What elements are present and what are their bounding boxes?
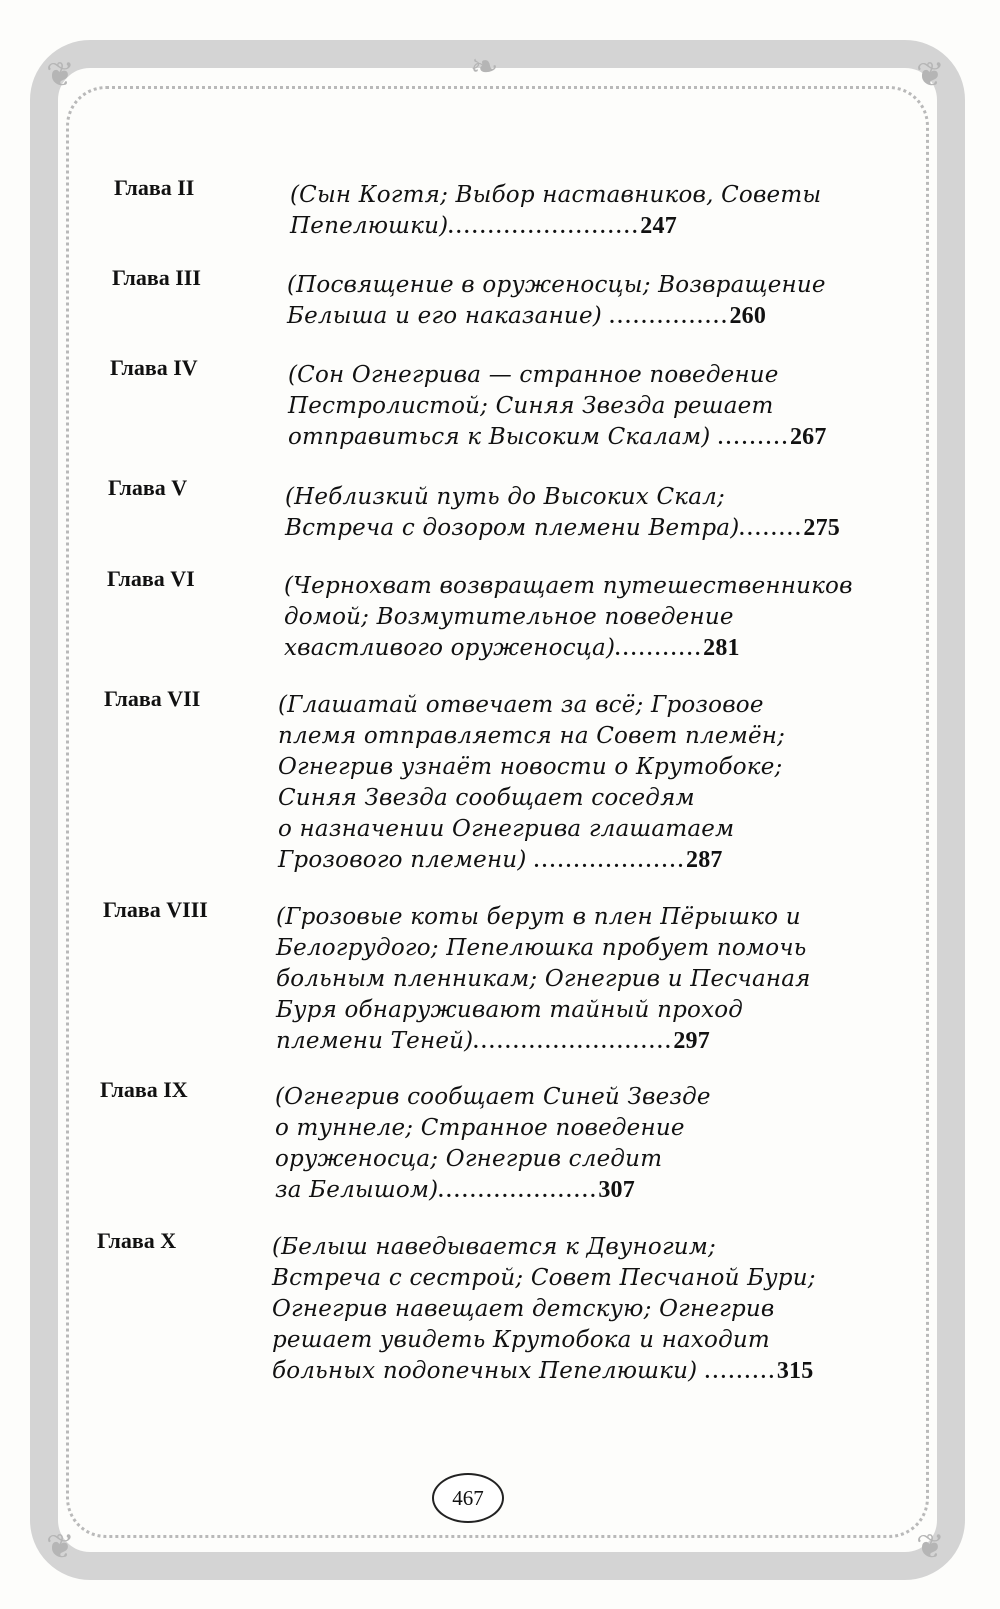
chapter-description: (Глашатай отвечает за всё; Грозовое племя отправляется на Совет племён; Огнегрив узнаёт новости о Крутобоке; Синяя Звезда сообщает соседям о назначении Огнегрива глашатаем Грозового племени) ...................287 [278,692,786,873]
chapter-title: Глава III [112,265,201,290]
chapter-title: Глава X [97,1228,177,1253]
chapter-description: (Огнегрив сообщает Синей Звезде о туннеле; Странное поведение оруженосца; Огнегрив следит за Белышом)....................307 [275,1084,711,1203]
top-ornament-icon: ❧ [470,47,499,87]
chapter-description: (Сын Когтя; Выбор наставников, Советы Пепелюшки)........................247 [290,182,822,239]
chapter-title: Глава IX [100,1077,188,1102]
chapter-description: (Белыш наведывается к Двуногим; Встреча с сестрой; Совет Песчаной Бури; Огнегрив навещает детскую; Огнегрив решает увидеть Крутобока и находит больных подопечных Пепелюшки) .........315 [272,1234,816,1384]
chapter-title: Глава II [114,175,195,200]
chapter-title: Глава VIII [103,897,208,922]
chapter-title: Глава IV [110,355,198,380]
page-ref: 315 [776,1358,814,1384]
chapter-description: (Грозовые коты берут в плен Пёрышко и Белогрудого; Пепелюшка пробует помочь больным пленникам; Огнегрив и Песчаная Буря обнаруживают тайный проход племени Теней).........................297 [276,904,811,1054]
page-ref: 307 [598,1177,635,1203]
corner-ornament-icon: ❦ [916,1527,945,1567]
corner-ornament-icon: ❦ [46,55,75,95]
corner-ornament-icon: ❦ [916,55,945,95]
page-ref: 275 [803,515,840,541]
page-number: 467 [432,1473,504,1523]
chapter-description: (Сон Огнегрива — странное поведение Пестролистой; Синяя Звезда решает отправиться к Высоким Скалам) .........267 [288,362,827,450]
page-ref: 247 [640,213,677,239]
chapter-description: (Чернохват возвращает путешественников домой; Возмутительное поведение хвастливого оруженосца)...........281 [284,573,853,661]
page-ref: 281 [703,635,740,661]
page-ref: 267 [789,424,827,450]
page-ref: 260 [729,303,767,329]
chapter-description: (Неблизкий путь до Высоких Скал; Встреча с дозором племени Ветра)........275 [285,484,840,541]
chapter-title: Глава V [108,475,188,500]
page-ref: 287 [686,847,723,873]
corner-ornament-icon: ❦ [46,1527,75,1567]
chapter-title: Глава VI [107,566,195,591]
page-ref: 297 [673,1028,710,1054]
chapter-title: Глава VII [104,686,201,711]
chapter-description: (Посвящение в оруженосцы; Возвращение Белыша и его наказание) ...............260 [287,272,826,329]
